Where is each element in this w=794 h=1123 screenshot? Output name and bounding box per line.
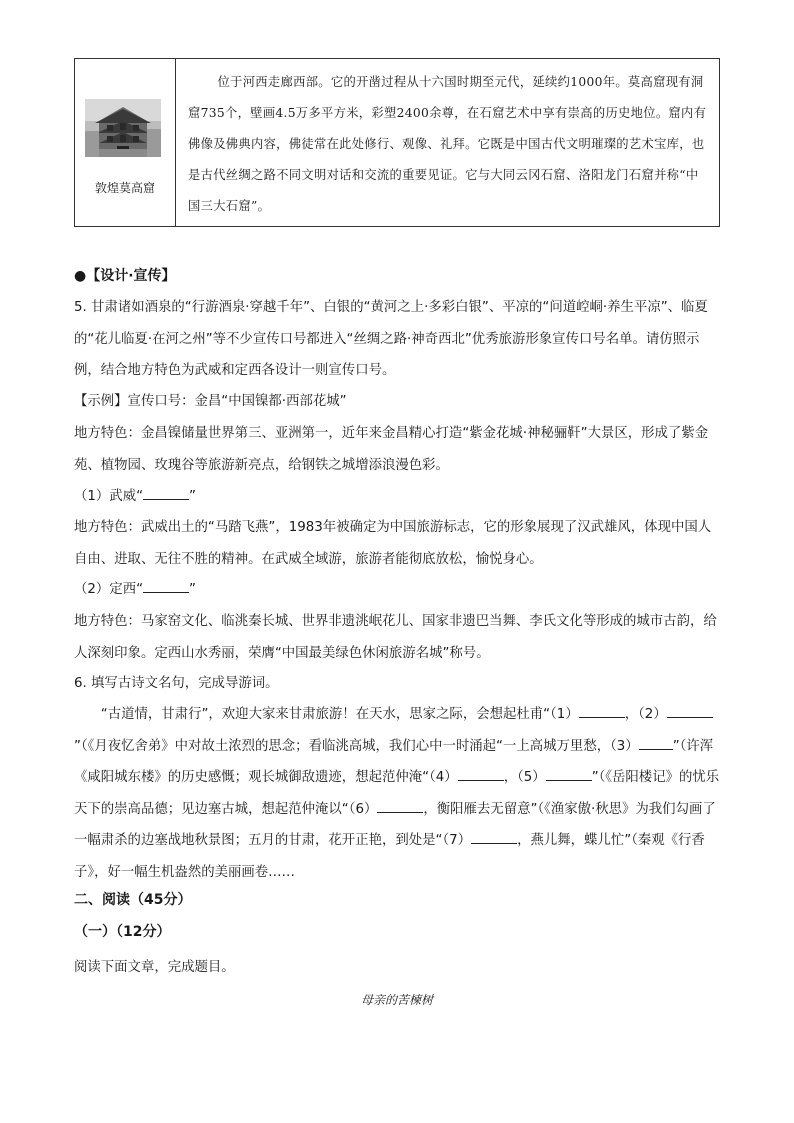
example-feature: 地方特色：金昌镍储量世界第三、亚洲第一，近年来金昌精心打造“紫金花城·神秘骊靬”大景区，形成了紫金苑、植物园、玫瑰谷等旅游新亮点，给钢铁之城增添浪漫色彩。 <box>74 426 709 473</box>
passage-part-1: “古道情，甘肃行”，欢迎大家来甘肃旅游！在天水，思家之际，会想起杜甫“（1） <box>100 707 579 722</box>
question-5-text: 5. 甘肃诸如酒泉的“行游酒泉·穿越千年”、白银的“黄河之上·多彩白银”、平凉的“问道崆峒·养生平凉”、临夏的“花儿临夏·在河之州”等不少宣传口号都进入“丝绸之路·神奇西北”优秀旅游形象宣传口号名单。请仿照示例，结合地方特色为武威和定西各设计一则宣传口号。 <box>74 300 708 378</box>
mogao-cave-pagoda-photo-icon <box>85 99 161 157</box>
passage-part-8: ，燕儿舞，蝶儿忙”（秦观《行香子》，好一幅生机盎然的美丽画卷…… <box>74 833 705 880</box>
grotto-description: 位于河西走廊西部。它的开凿过程从十六国时期至元代，延续约1000年。莫高窟现有洞窟735个，壁画4.5万多平方米，彩塑2400余尊，在石窟艺术中享有崇高的历史地位。窟内有佛像及佛典内容，佛徒常在此处修行、观像、礼拜。它既是中国古代文明璀璨的艺术宝库，也是古代丝绸之路不同文明对话和交流的重要见证。它与大同云冈石窟、洛阳龙门石窟并称“中国三大石窟”。 <box>188 75 707 213</box>
blank-6[interactable] <box>377 798 423 813</box>
passage-part-3: ”（《月夜忆舍弟》中对故土浓烈的思念；看临洮高城，我们心中一时涌起“一上高城万里愁，（3） <box>74 738 639 754</box>
grotto-name: 敦煌莫高窟 <box>94 181 155 195</box>
grotto-image-cell <box>75 59 176 226</box>
question-6-title: 6. 填写古诗文名句，完成导游词。 <box>74 676 279 691</box>
item-1-wuwei <box>74 481 724 513</box>
passage-part-4: ”（许浑《咸阳城东楼》的历史感慨；观长城御敌遗迹，想起范仲淹“（4） <box>74 738 714 785</box>
blank-1[interactable] <box>579 703 625 718</box>
passage-part-2: ，（2） <box>624 707 667 722</box>
item-1-answer-blank[interactable] <box>143 485 189 500</box>
blank-4[interactable] <box>458 766 504 781</box>
item-2-feature: 地方特色：马家窑文化、临洮秦长城、世界非遗洮岷花儿、国家非遗巴当舞、李氏文化等形成的城市古韵，给人深刻印象。定西山水秀丽，荣膺“中国最美绿色休闲旅游名城”称号。 <box>74 614 717 661</box>
item-2-dingxi <box>74 574 724 606</box>
blank-5[interactable] <box>546 766 592 781</box>
grotto-description-cell <box>176 59 719 226</box>
item-2-suffix: ” <box>189 582 196 597</box>
item-2-answer-blank[interactable] <box>143 578 189 593</box>
item-2-prefix: （2）定西“ <box>74 582 144 597</box>
article-title: 母亲的苦楝树 <box>360 993 433 1007</box>
passage-part-6: ”（《岳阳楼记》的忧乐天下的崇高品德；见边塞古城，想起范仲淹以“（6） <box>74 770 720 817</box>
reading-instruction: 阅读下面文章，完成题目。 <box>74 960 235 975</box>
reading-part-title: （一）（12分） <box>74 924 171 940</box>
grotto-info-table <box>74 58 720 227</box>
blank-3[interactable] <box>639 735 673 750</box>
blank-7[interactable] <box>471 829 517 844</box>
example-slogan: 【示例】宣传口号：金昌“中国镍都·西部花城” <box>74 394 347 409</box>
item-1-feature: 地方特色：武威出土的“马踏飞燕”，1983年被确定为中国旅游标志，它的形象展现了汉武雄风，体现中国人自由、进取、无往不胜的精神。在武威全域游，旅游者能彻底放松，愉悦身心。 <box>74 520 712 567</box>
tour-guide-passage <box>74 699 724 888</box>
blank-2[interactable] <box>667 703 713 718</box>
passage-part-7: ，衡阳雁去无留意”（《渔家傲·秋思》为我们勾画了一幅肃杀的边塞战地秋景图；五月的甘肃，花开正艳，到处是“（7） <box>74 801 716 848</box>
reading-section-title: 二、阅读（45分） <box>74 892 192 908</box>
design-section-heading: ●【设计·宣传】 <box>74 268 176 284</box>
item-1-suffix: ” <box>189 489 196 504</box>
passage-part-5: ，（5） <box>503 770 546 785</box>
item-1-prefix: （1）武威“ <box>74 489 144 504</box>
